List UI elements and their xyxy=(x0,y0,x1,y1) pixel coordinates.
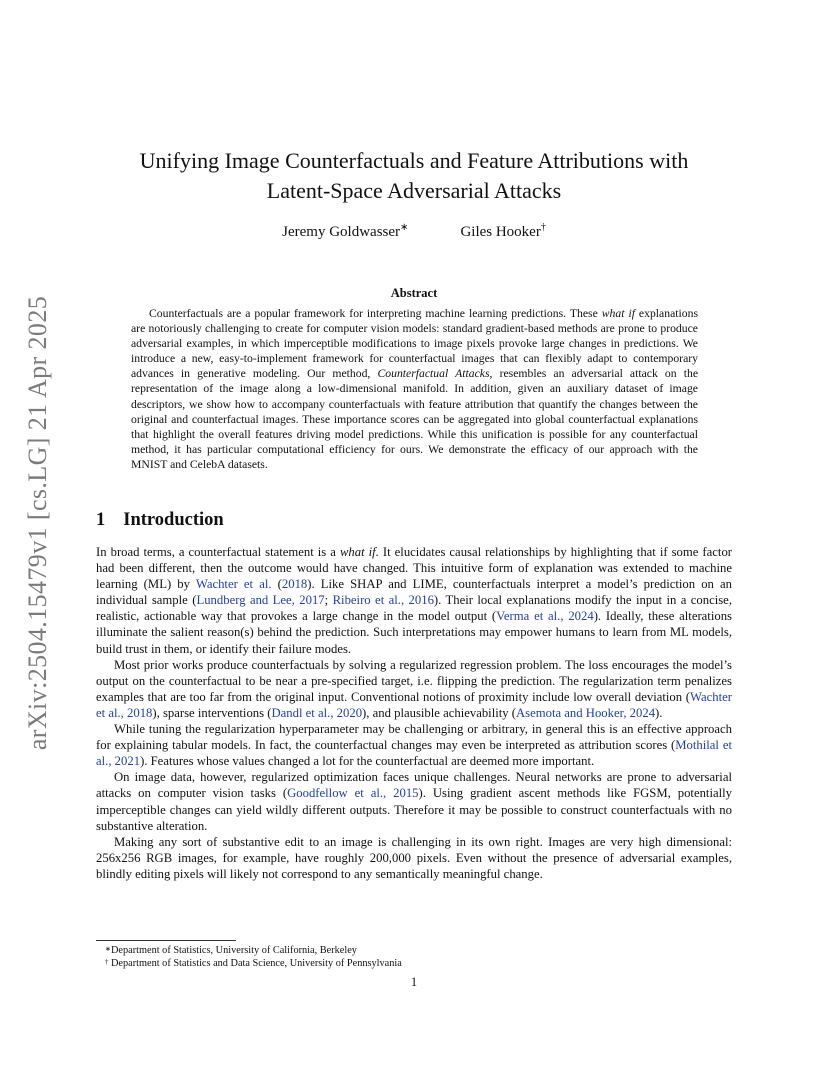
paragraph-3: While tuning the regularization hyperparameter may be challenging or arbitrary, in general this is an effective approach for explaining tabular models. In fact, the counterfactual changes may even be interpreted as attribution scores (Mothilal et al., 2021). Features whose values changed a lot for the counterfactual are deemed more important. xyxy=(96,722,732,769)
page-number: 1 xyxy=(410,975,418,989)
title-line-2: Latent-Space Adversarial Attacks xyxy=(266,178,562,203)
citation-link[interactable]: Mothilal et al., 2021 xyxy=(96,738,732,769)
paragraph-4: On image data, however, regularized optimization faces unique challenges. Neural networks are prone to adversarial attacks on computer vision tasks (Goodfellow et al., 2015). Using gradient ascent methods like FGSM, potentially imperceptible changes can yield wildly different outputs. Therefore it may be possible to construct counterfactuals with no substantive alteration. xyxy=(96,770,732,833)
author-1: Jeremy Goldwasser∗ xyxy=(282,222,409,240)
footnote-2: † Department of Statistics and Data Science, University of Pennsylvania xyxy=(105,958,402,970)
citation-link[interactable]: Asemota and Hooker, 2024 xyxy=(516,705,656,720)
citation-link[interactable]: 2018 xyxy=(281,577,308,592)
paragraph-5: Making any sort of substantive edit to an image is challenging in its own right. Images are very high dimensional: 256x256 RGB images, for example, have roughly 200,000 pixels. Even without the presence of adversarial examples, blindly editing pixels will likely not correspond to any semantically meaningful change. xyxy=(96,834,732,881)
abstract-heading: Abstract xyxy=(390,286,438,300)
arxiv-side-stamp xyxy=(18,285,58,760)
citation-link[interactable]: Wachter et al., 2018 xyxy=(96,689,732,720)
arxiv-identifier: arXiv:2504.15479v1 [cs.LG] 21 Apr 2025 xyxy=(23,295,53,750)
paragraph-2: Most prior works produce counterfactuals by solving a regularized regression problem. The loss encourages the model’s output on the counterfactual to be near a pre-specified target, i.e. flipping the prediction. The regularization term penalizes examples that are too far from the original input. Conventional notions of proximity include low overall deviation (Wachter et al., 2018), sparse interventions (Dandl et al., 2020), and plausible achievability (Asemota and Hooker, 2024). xyxy=(96,657,732,720)
author-list xyxy=(95,222,733,241)
citation-link[interactable]: Lundberg and Lee, 2017 xyxy=(196,593,325,608)
citation-link[interactable]: Ribeiro et al., 2016 xyxy=(332,593,434,608)
author-2: Giles Hooker† xyxy=(460,222,546,240)
introduction-body xyxy=(96,544,732,882)
footnote-1: ∗ Department of Statistics, University of California, Berkeley xyxy=(105,945,357,956)
abstract-text: Counterfactuals are a popular framework for interpreting machine learning predictions. These what if explanations are notoriously challenging to create for computer vision models: standard gradient-based methods are prone to produce adversarial examples, in which imperceptible modifications to image pixels provoke large changes in predictions. We introduce a new, easy-to-implement framework for counterfactual images that can flexibly adapt to contemporary advances in generative modeling. Our method, Counterfactual Attacks, resembles an adversarial attack on the representation of the image along a low-dimensional manifold. In addition, given an auxiliary dataset of image descriptors, we show how to accompany counterfactuals with feature attribution that quantify the changes between the original and counterfactual images. These importance scores can be aggregated into global counterfactual explanations that highlight the overall features driving model predictions. While this unification is possible for any counterfactual method, it has particular computational efficiency for ours. We demonstrate the efficacy of our approach with the MNIST and CelebA datasets. xyxy=(131,307,699,471)
citation-link[interactable]: Goodfellow et al., 2015 xyxy=(287,786,419,801)
citation-link[interactable]: Dandl et al., 2020 xyxy=(271,705,363,720)
citation-link[interactable]: Verma et al., 2024 xyxy=(496,609,594,624)
footnote-rule xyxy=(96,940,236,941)
paragraph-1: In broad terms, a counterfactual statement is a what if. It elucidates causal relationships by highlighting that if some factor had been different, then the outcome would have changed. This intuitive form of explanation was extended to machine learning (ML) by Wachter et al. (2018). Like SHAP and LIME, counterfactuals interpret a model’s prediction on an individual sample (Lundberg and Lee, 2017; Ribeiro et al., 2016). Their local explanations modify the input in a concise, realistic, actionable way that provokes a large change in the model output (Verma et al., 2024). Ideally, these alterations illuminate the salient reason(s) behind the prediction. Such interpretations may empower humans to learn from ML models, build trust in them, or identify their failure modes. xyxy=(96,545,733,656)
citation-link[interactable]: Wachter et al. xyxy=(195,577,272,592)
title-line-1: Unifying Image Counterfactuals and Feature Attributions with xyxy=(139,148,689,173)
footnotes xyxy=(105,944,731,970)
section-number: 1 xyxy=(96,510,106,530)
section-title: Introduction xyxy=(123,510,224,530)
paper-title xyxy=(95,146,733,206)
section-heading-introduction xyxy=(96,510,224,531)
